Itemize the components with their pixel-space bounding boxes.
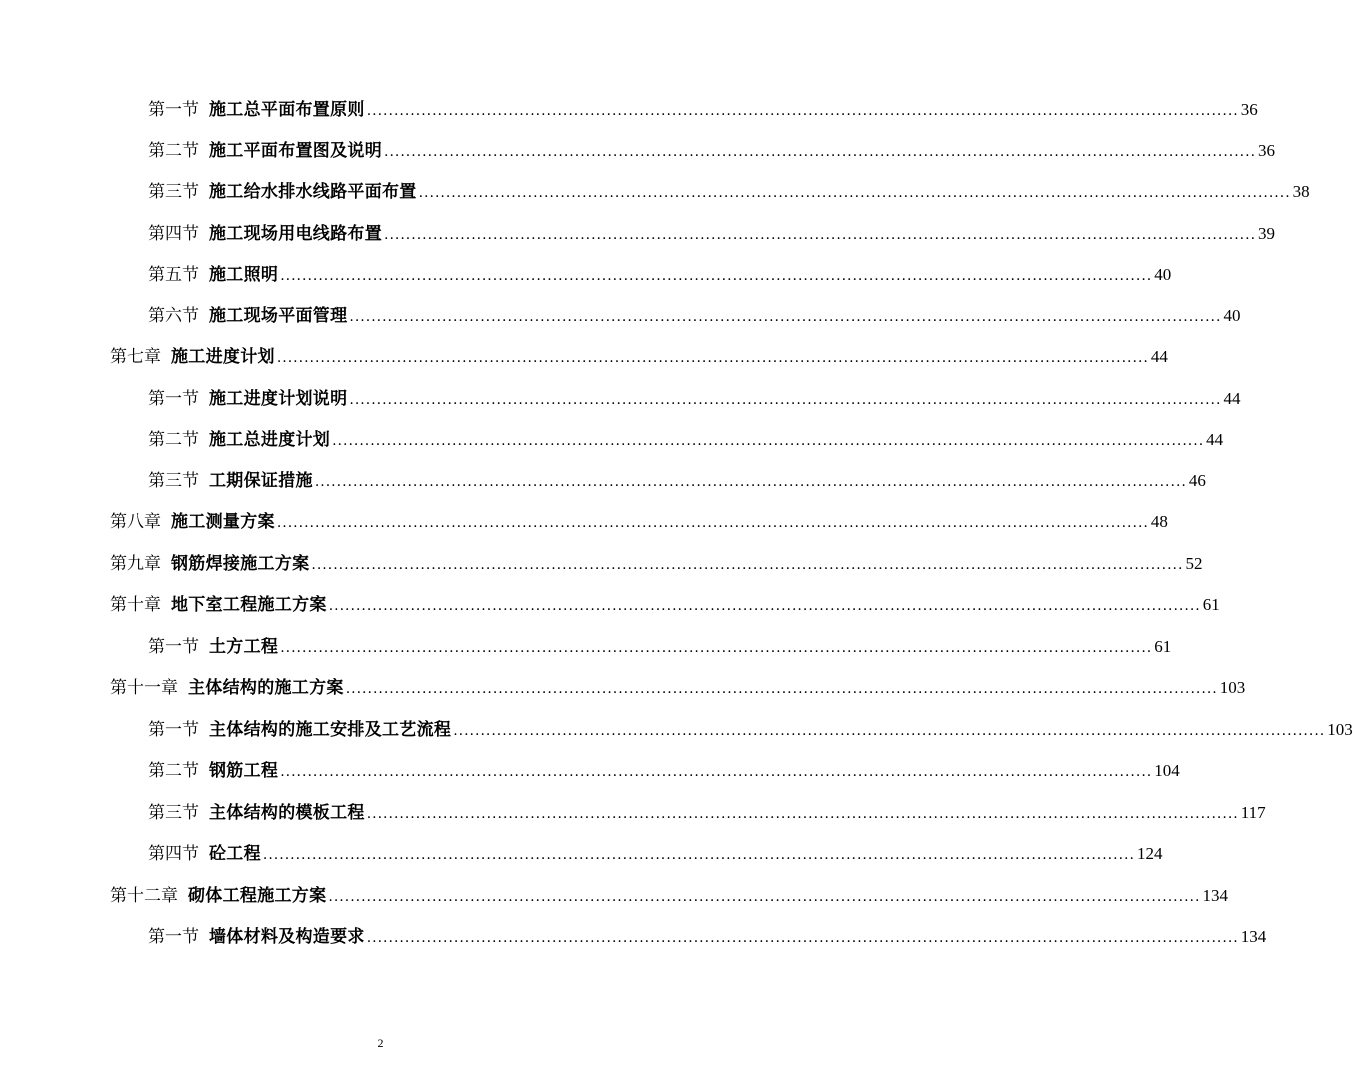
toc-entry-page: 48 bbox=[1150, 512, 1168, 531]
dot-leader: ................................................................................................................................................................ bbox=[366, 103, 1239, 119]
toc-entry[interactable] bbox=[110, 342, 1168, 372]
toc-entry[interactable] bbox=[148, 136, 1276, 166]
toc-entry[interactable] bbox=[148, 95, 1258, 125]
toc-entry-page: 36 bbox=[1258, 141, 1276, 160]
toc-entry[interactable] bbox=[148, 839, 1163, 869]
toc-entry-number: 第四节 bbox=[148, 224, 199, 244]
toc-entry[interactable] bbox=[110, 881, 1228, 911]
toc-entry-number: 第三节 bbox=[148, 803, 199, 823]
dot-leader: ................................................................................................................................................................ bbox=[311, 557, 1184, 573]
toc-entry-title: 土方工程 bbox=[209, 637, 279, 657]
toc-entry-title: 工期保证措施 bbox=[209, 471, 313, 491]
toc-entry-page: 40 bbox=[1154, 265, 1172, 284]
toc-entry-page: 61 bbox=[1154, 637, 1172, 656]
toc-entry-page: 40 bbox=[1223, 306, 1241, 325]
toc-entry[interactable] bbox=[110, 590, 1220, 620]
toc-entry[interactable] bbox=[110, 549, 1203, 579]
toc-entry[interactable] bbox=[110, 507, 1168, 537]
toc-entry-title: 施工总平面布置原则 bbox=[209, 100, 365, 120]
toc-entry-title: 施工照明 bbox=[209, 265, 279, 285]
dot-leader: ................................................................................................................................................................ bbox=[332, 433, 1205, 449]
toc-entry-number: 第一节 bbox=[148, 389, 199, 409]
toc-entry[interactable] bbox=[148, 632, 1172, 662]
page-number: 2 bbox=[377, 1036, 384, 1050]
toc-entry-title: 施工平面布置图及说明 bbox=[209, 141, 382, 161]
toc-entry[interactable] bbox=[148, 466, 1206, 496]
toc-entry-page: 36 bbox=[1240, 100, 1258, 119]
dot-leader: ................................................................................................................................................................ bbox=[262, 847, 1135, 863]
toc-entry-number: 第一节 bbox=[148, 637, 199, 657]
dot-leader: ................................................................................................................................................................ bbox=[328, 889, 1201, 905]
toc-entry-title: 墙体材料及构造要求 bbox=[209, 927, 365, 947]
toc-entry-number: 第十章 bbox=[110, 595, 161, 615]
toc-entry[interactable] bbox=[148, 384, 1241, 414]
dot-leader: ................................................................................................................................................................ bbox=[366, 930, 1239, 946]
toc-entry-page: 104 bbox=[1154, 761, 1180, 780]
toc-entry-number: 第十二章 bbox=[110, 886, 178, 906]
toc-entry-title: 施工测量方案 bbox=[171, 512, 275, 532]
toc-entry-number: 第一节 bbox=[148, 720, 199, 740]
toc-entry-title: 施工现场用电线路布置 bbox=[209, 224, 382, 244]
toc-entry-page: 134 bbox=[1202, 886, 1228, 905]
toc-entry-page: 44 bbox=[1223, 389, 1241, 408]
toc-entry-number: 第二节 bbox=[148, 430, 199, 450]
toc-entry-title: 施工给水排水线路平面布置 bbox=[209, 182, 417, 202]
dot-leader: ................................................................................................................................................................ bbox=[314, 474, 1187, 490]
toc-entry-number: 第七章 bbox=[110, 347, 161, 367]
toc-entry-title: 主体结构的施工安排及工艺流程 bbox=[209, 720, 452, 740]
toc-entry-page: 44 bbox=[1150, 347, 1168, 366]
dot-leader: ................................................................................................................................................................ bbox=[366, 806, 1239, 822]
dot-leader: ................................................................................................................................................................ bbox=[418, 185, 1291, 201]
toc-entry-title: 施工进度计划 bbox=[171, 347, 275, 367]
toc-entry-title: 砼工程 bbox=[209, 844, 261, 864]
dot-leader: ................................................................................................................................................................ bbox=[349, 392, 1222, 408]
toc-entry-number: 第一节 bbox=[148, 927, 199, 947]
toc-entry-title: 施工总进度计划 bbox=[209, 430, 331, 450]
toc-entry-number: 第二节 bbox=[148, 761, 199, 781]
toc-entry-page: 134 bbox=[1240, 927, 1267, 946]
toc-entry-page: 61 bbox=[1202, 595, 1220, 614]
toc-entry-title: 钢筋工程 bbox=[209, 761, 279, 781]
toc-entry-number: 第五节 bbox=[148, 265, 199, 285]
toc-entry[interactable] bbox=[148, 715, 1353, 745]
toc-entry-page: 103 bbox=[1219, 678, 1246, 697]
dot-leader: ................................................................................................................................................................ bbox=[453, 723, 1326, 739]
toc-entry-title: 主体结构的施工方案 bbox=[188, 678, 344, 698]
toc-entry[interactable] bbox=[148, 301, 1241, 331]
toc-entry[interactable] bbox=[148, 756, 1180, 786]
dot-leader: ................................................................................................................................................................ bbox=[384, 227, 1257, 243]
toc-entry-page: 124 bbox=[1136, 844, 1163, 863]
toc-entry-page: 103 bbox=[1327, 720, 1353, 739]
toc-entry-number: 第八章 bbox=[110, 512, 161, 532]
toc-entry-page: 44 bbox=[1206, 430, 1224, 449]
toc-entry-page: 39 bbox=[1258, 224, 1276, 243]
toc-entry-page: 117 bbox=[1240, 803, 1266, 822]
toc-entry-page: 46 bbox=[1188, 471, 1206, 490]
toc-entry[interactable] bbox=[148, 425, 1224, 455]
dot-leader: ................................................................................................................................................................ bbox=[328, 598, 1201, 614]
toc-entry-number: 第六节 bbox=[148, 306, 199, 326]
toc-entry[interactable] bbox=[148, 922, 1267, 952]
dot-leader: ................................................................................................................................................................ bbox=[276, 515, 1149, 531]
toc-entry[interactable] bbox=[148, 260, 1172, 290]
toc-entry[interactable] bbox=[148, 177, 1310, 207]
toc-entry-title: 砌体工程施工方案 bbox=[188, 886, 327, 906]
toc-entry-number: 第二节 bbox=[148, 141, 199, 161]
dot-leader: ................................................................................................................................................................ bbox=[280, 640, 1153, 656]
toc-entry-title: 地下室工程施工方案 bbox=[171, 595, 327, 615]
toc-entry-number: 第十一章 bbox=[110, 678, 178, 698]
dot-leader: ................................................................................................................................................................ bbox=[276, 350, 1149, 366]
dot-leader: ................................................................................................................................................................ bbox=[280, 268, 1153, 284]
toc-entry-title: 主体结构的模板工程 bbox=[209, 803, 365, 823]
toc-entry[interactable] bbox=[110, 673, 1246, 703]
toc-entry-page: 52 bbox=[1185, 554, 1203, 573]
toc-entry-number: 第一节 bbox=[148, 100, 199, 120]
toc-entry-title: 施工现场平面管理 bbox=[209, 306, 348, 326]
toc-entry-number: 第四节 bbox=[148, 844, 199, 864]
toc-entry-title: 钢筋焊接施工方案 bbox=[171, 554, 310, 574]
toc-entry-number: 第三节 bbox=[148, 182, 199, 202]
dot-leader: ................................................................................................................................................................ bbox=[280, 764, 1153, 780]
dot-leader: ................................................................................................................................................................ bbox=[349, 309, 1222, 325]
dot-leader: ................................................................................................................................................................ bbox=[384, 144, 1257, 160]
toc-entry-page: 38 bbox=[1292, 182, 1310, 201]
dot-leader: ................................................................................................................................................................ bbox=[345, 681, 1218, 697]
toc-entry-number: 第三节 bbox=[148, 471, 199, 491]
toc-entry-title: 施工进度计划说明 bbox=[209, 389, 348, 409]
toc-entry-number: 第九章 bbox=[110, 554, 161, 574]
toc-entry[interactable] bbox=[148, 219, 1276, 249]
toc-entry[interactable] bbox=[148, 798, 1266, 828]
